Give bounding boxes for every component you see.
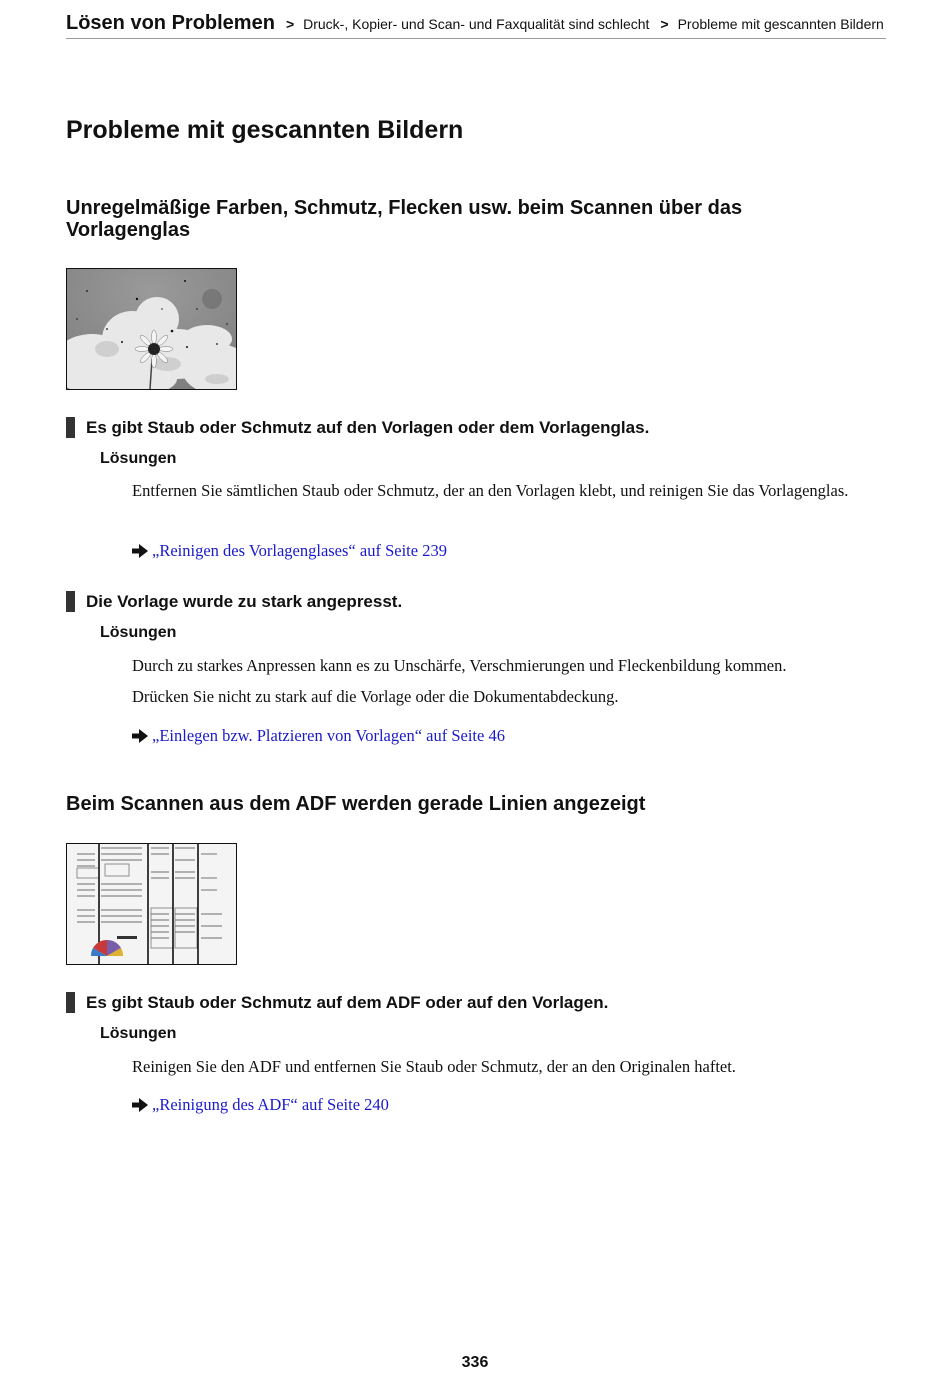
link-reinigen-vorlagenglas[interactable]: „Reinigen des Vorlagenglases“ auf Seite 239 bbox=[152, 541, 447, 560]
breadcrumb-root[interactable]: Lösen von Problemen bbox=[66, 12, 275, 34]
reference-link-row bbox=[132, 726, 505, 746]
reference-link-row bbox=[132, 541, 447, 561]
scan-sample-image-sunflower bbox=[66, 268, 237, 390]
breadcrumb-separator: > bbox=[660, 16, 669, 32]
arrow-right-icon bbox=[132, 1098, 148, 1112]
breadcrumb-item-quality[interactable]: Druck-, Kopier- und Scan- und Faxqualität sind schlecht bbox=[303, 16, 650, 32]
solution-paragraph: Entfernen Sie sämtlichen Staub oder Schmutz, der an den Vorlagen klebt, und reinigen Sie das Vorlagenglas. bbox=[132, 481, 849, 500]
problem-heading bbox=[66, 992, 608, 1013]
problem-title: Es gibt Staub oder Schmutz auf den Vorlagen oder dem Vorlagenglas. bbox=[86, 417, 650, 437]
problem-title: Es gibt Staub oder Schmutz auf dem ADF oder auf den Vorlagen. bbox=[86, 992, 609, 1012]
arrow-right-icon bbox=[132, 729, 148, 743]
solution-paragraph: Reinigen Sie den ADF und entfernen Sie Staub oder Schmutz, der an den Originalen haftet. bbox=[132, 1057, 736, 1076]
breadcrumb-item-current: Probleme mit gescannten Bildern bbox=[677, 16, 884, 32]
problem-heading bbox=[66, 417, 649, 438]
solution-paragraph: Drücken Sie nicht zu stark auf die Vorlage oder die Dokumentabdeckung. bbox=[132, 687, 619, 706]
reference-link-row bbox=[132, 1095, 389, 1115]
section-heading-vorlagenglas: Unregelmäßige Farben, Schmutz, Flecken usw. beim Scannen über das Vorlagenglas bbox=[66, 197, 743, 241]
link-einlegen-vorlagen[interactable]: „Einlegen bzw. Platzieren von Vorlagen“ auf Seite 46 bbox=[152, 726, 505, 745]
solutions-label: Lösungen bbox=[100, 450, 177, 467]
problem-bar-marker bbox=[66, 591, 75, 612]
section-heading-adf-linien: Beim Scannen aus dem ADF werden gerade Linien angezeigt bbox=[66, 793, 646, 815]
solution-paragraph: Durch zu starkes Anpressen kann es zu Unschärfe, Verschmierungen und Fleckenbildung kommen. bbox=[132, 656, 787, 675]
problem-bar-marker bbox=[66, 992, 75, 1013]
problem-heading bbox=[66, 591, 402, 612]
page-number: 336 bbox=[461, 1354, 489, 1371]
scan-sample-image-adf-lines bbox=[66, 843, 237, 965]
problem-bar-marker bbox=[66, 417, 75, 438]
solutions-label: Lösungen bbox=[100, 624, 177, 641]
breadcrumb-separator: > bbox=[285, 16, 295, 32]
link-reinigung-adf[interactable]: „Reinigung des ADF“ auf Seite 240 bbox=[152, 1095, 389, 1114]
page-title: Probleme mit gescannten Bildern bbox=[66, 116, 464, 144]
arrow-right-icon bbox=[132, 544, 148, 558]
solutions-label: Lösungen bbox=[100, 1025, 177, 1042]
problem-title: Die Vorlage wurde zu stark angepresst. bbox=[86, 591, 403, 611]
breadcrumb bbox=[66, 12, 886, 39]
